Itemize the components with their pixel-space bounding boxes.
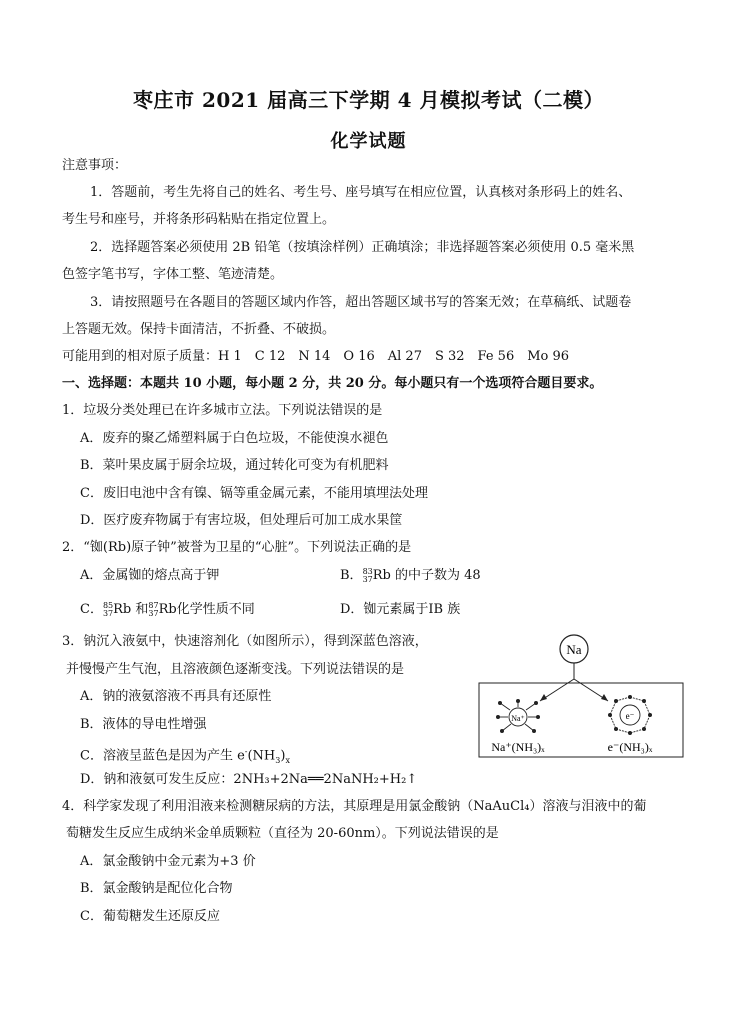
q2-option-a: A．金属铷的熔点高于钾	[80, 568, 220, 583]
q2-option-b-label: B．	[340, 568, 363, 583]
q3-option-d: D．钠和液氨可发生反应：2NH₃+2Na══2NaNH₂+H₂↑	[80, 772, 418, 787]
na-cation-label: Na⁺	[511, 714, 525, 723]
notice-item-1-line-2: 考生号和座号，并将条形码粘贴在指定位置上。	[62, 212, 336, 227]
q4-stem-line-2: 萄糖发生反应生成纳米金单质颗粒（直径为 20-60nm）。下列说法错误的是	[66, 826, 499, 841]
q2-option-c-label: C．	[80, 602, 103, 617]
q2-c-atomic-1: 37	[102, 608, 114, 618]
q3-c-sub-1: 3	[275, 755, 281, 765]
q2-c-atomic-2: 37	[148, 608, 159, 618]
q2-stem: 2．“铷(Rb)原子钟”被誉为卫星的“心脏”。下列说法正确的是	[62, 540, 412, 555]
q2-b-symbol: Rb	[372, 568, 391, 583]
q4-stem-line-1: 4．科学家发现了利用泪液来检测糖尿病的方法，其原理是用氯金酸钠（NaAuCl₄）溶液与泪液中的葡	[62, 799, 647, 814]
q3-option-b: B．液体的导电性增强	[80, 717, 207, 732]
na-label: Na	[566, 642, 582, 657]
electron-ammonia-caption: e⁻(NH₃)ₓ	[607, 740, 653, 754]
notice-item-3-line-2: 上答题无效。保持卡面清洁，不折叠、不破损。	[62, 322, 336, 337]
notice-item-2-line-1: 2．选择题答案必须使用 2B 铅笔（按填涂样例）正确填涂；非选择题答案必须使用 0.5 毫米黑	[90, 240, 635, 255]
na-cation-cluster	[496, 699, 540, 733]
notice-item-1-line-1: 1．答题前，考生先将自己的姓名、考生号、座号填写在相应位置，认真核对条形码上的姓名、	[90, 185, 632, 200]
q4-option-c: C．葡萄糖发生还原反应	[80, 909, 220, 924]
q2-b-atomic-number: 37	[362, 574, 373, 584]
q2-b-mass-number: 83	[362, 566, 373, 576]
notice-item-2-line-2: 色签字笔书写，字体工整、笔迹清楚。	[62, 267, 284, 282]
q1-option-d: D．医疗废弃物属于有害垃圾，但处理后可加工成水果筐	[80, 513, 403, 528]
q2-b-text: 的中子数为 48	[395, 568, 481, 583]
q3-c-sup: -	[244, 747, 248, 756]
q2-c-and: 和	[135, 602, 149, 617]
q2-isotope-notation	[363, 568, 373, 584]
q1-stem: 1．垃圾分类处理已在许多城市立法。下列说法错误的是	[62, 403, 383, 418]
q3-option-a: A．钠的液氨溶液不再具有还原性	[80, 689, 272, 704]
q3-c-mid: (NH	[247, 748, 276, 764]
q1-option-a: A．废弃的聚乙烯塑料属于白色垃圾，不能使溴水褪色	[80, 431, 389, 446]
q3-option-c	[80, 743, 290, 770]
q2-option-d: D．铷元素属于ⅠB 族	[340, 602, 461, 617]
q1-option-c: C．废旧电池中含有镍、镉等重金属元素，不能用填埋法处理	[80, 486, 428, 501]
arrow-left-head	[540, 694, 547, 701]
q2-c-mass-1: 85	[102, 600, 114, 610]
arrow-right-head	[601, 694, 608, 701]
q4-option-b: B．氯金酸钠是配位化合物	[80, 881, 233, 896]
q2-c-symbol-2: Rb	[158, 602, 177, 617]
q2-c-isotope-2	[148, 602, 158, 618]
q3-stem-line-2: 并慢慢产生气泡，且溶液颜色逐渐变浅。下列说法错误的是	[66, 662, 405, 677]
q2-c-mass-2: 87	[148, 600, 159, 610]
subject-title: 化学试题	[330, 131, 407, 152]
q3-c-pre: C．溶液呈蓝色是因为产生 e	[80, 748, 245, 764]
atomic-masses: 可能用到的相对原子质量：H 1 C 12 N 14 O 16 Al 27 S 32 Fe 56 Mo 96	[62, 349, 570, 364]
q4-option-a: A．氯金酸钠中金元素为+3 价	[80, 854, 256, 869]
solvated-electron-cluster	[608, 695, 652, 735]
na-ammonia-caption: Na⁺(NH₃)ₓ	[491, 740, 545, 754]
q2-c-text: 化学性质不同	[176, 602, 255, 617]
page-title: 枣庄市 2021 届高三下学期 4 月模拟考试（二模）	[133, 88, 604, 112]
q2-c-symbol-1: Rb	[113, 602, 132, 617]
q3-stem-line-1: 3．钠沉入液氨中，快速溶剂化（如图所示），得到深蓝色溶液，	[62, 634, 428, 649]
q2-c-isotope-1	[103, 602, 113, 618]
section-1-heading: 一、选择题：本题共 10 小题，每小题 2 分，共 20 分。每小题只有一个选项符合题目要求。	[62, 376, 603, 391]
electron-label: e⁻	[625, 711, 635, 721]
q2-option-b	[340, 567, 481, 585]
solvation-diagram	[478, 631, 684, 759]
q3-c-sub-2: x	[285, 755, 290, 765]
q2-option-c	[80, 601, 255, 619]
notice-heading: 注意事项：	[62, 158, 128, 173]
notice-item-3-line-1: 3．请按照题号在各题目的答题区域内作答，超出答题区域书写的答案无效；在草稿纸、试题卷	[90, 295, 632, 310]
q1-option-b: B．菜叶果皮属于厨余垃圾，通过转化可变为有机肥料	[80, 458, 389, 473]
q3-c-post: )	[280, 748, 286, 764]
